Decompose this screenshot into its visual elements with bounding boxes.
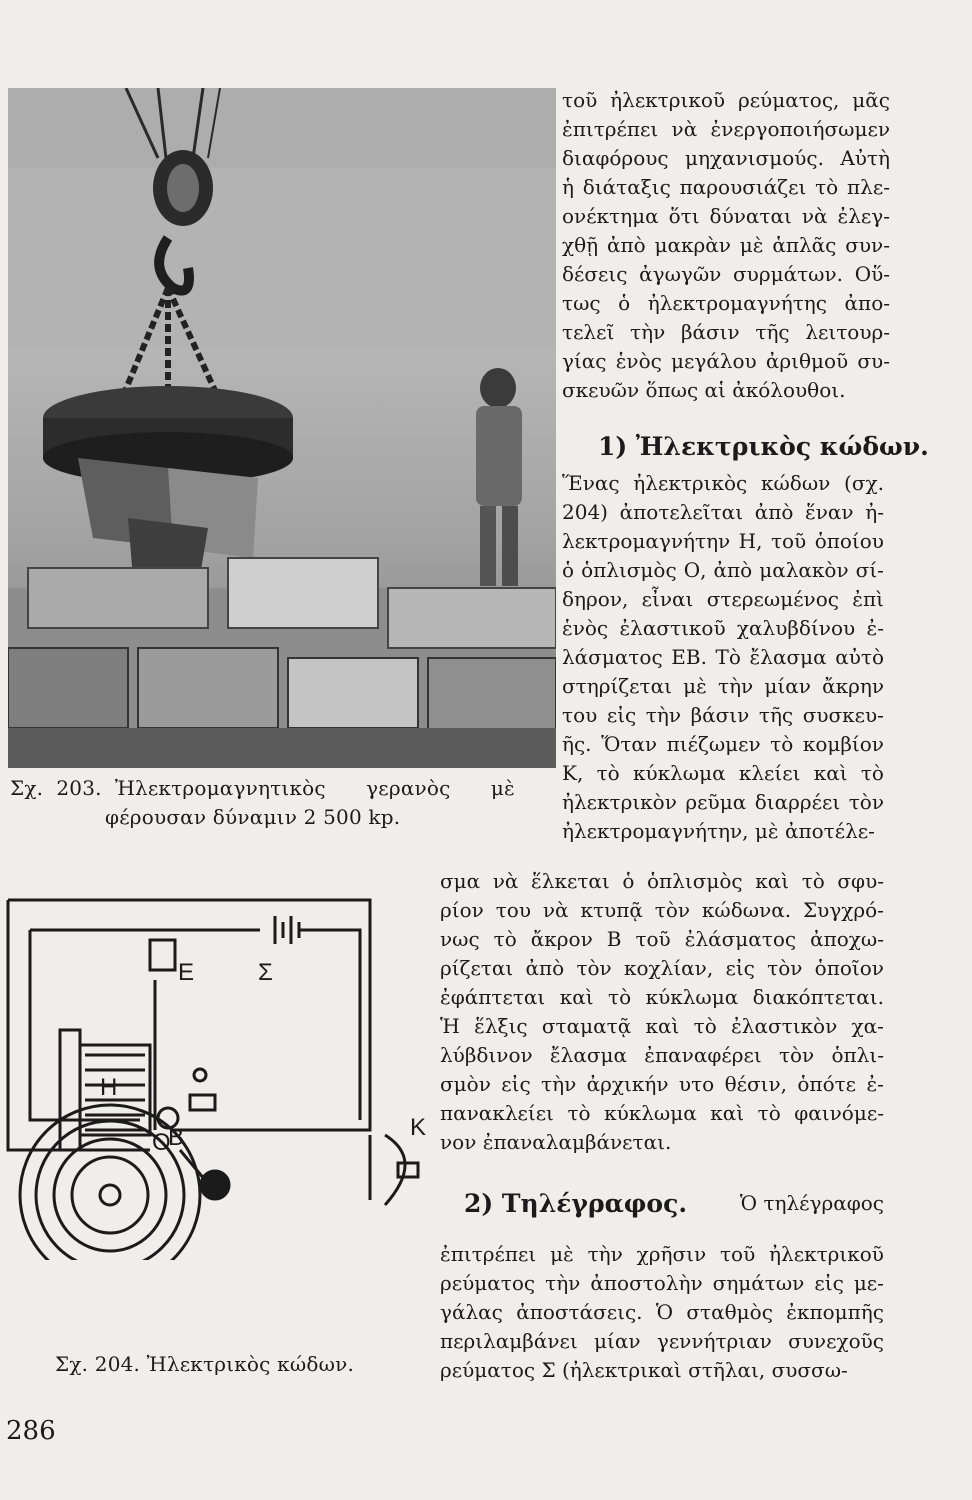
text-line: 204) ἀποτελεῖται ἀπὸ ἕναν ἠ-	[562, 500, 884, 524]
figure-203-word2: μὲ	[490, 776, 515, 800]
text-line: ἐπιτρέπει νὰ ἐνεργοποιήσωμεν	[562, 117, 890, 141]
text-line: σκευῶν ὅπως αἱ ἀκόλουθοι.	[562, 378, 846, 402]
crane-photograph	[8, 88, 556, 768]
text-line: δέσεις ἀγωγῶν συρμάτων. Οὕ-	[562, 262, 890, 286]
text-line: ρεύματος τὴν ἀποστολὴν σημάτων εἰς με-	[440, 1271, 884, 1295]
text-line: χθῇ ἀπὸ μακρὰν μὲ ἁπλᾶς συν-	[562, 233, 890, 257]
text-column-top	[562, 86, 890, 405]
label-E: E	[178, 959, 195, 986]
text-line: σμὸν εἰς τὴν ἀρχικήν υτο θέσιν, ὁπότε ἐ-	[440, 1072, 884, 1096]
crane-photo-drawing	[8, 88, 556, 768]
text-line: δηρον, εἶναι στερεωμένος ἐπὶ	[562, 587, 884, 611]
text-line: Κ, τὸ κύκλωμα κλείει καὶ τὸ	[562, 761, 884, 785]
telegraph-heading-line	[464, 1189, 884, 1218]
text-line: τως ὁ ἠλεκτρομαγνήτης ἀπο-	[562, 291, 890, 315]
label-O: O	[152, 1129, 171, 1156]
text-line: ἠλεκτρικὸν ρεῦμα διαρρέει τὸν	[562, 790, 884, 814]
text-line: περιλαμβάνει μίαν γεννήτριαν συνεχοῦς	[440, 1329, 884, 1353]
text-line: ῆς. Ὅταν πιέζωμεν τὸ κομβίον	[562, 732, 884, 756]
text-line: ρίζεται ἀπὸ τὸν κοχλίαν, εἰς τὸν ὁποῖον	[440, 956, 884, 980]
figure-204-caption: Σχ. 204. Ἠλεκτρικὸς κώδων.	[55, 1352, 354, 1376]
telegraph-intro: Ὁ τηλέγραφος	[739, 1191, 884, 1215]
text-line: ἐφάπτεται καὶ τὸ κύκλωμα διακόπτεται.	[440, 985, 884, 1009]
text-line: διαφόρους μηχανισμούς. Αὐτὴ	[562, 146, 890, 170]
text-line: ἡ διάταξις παρουσιάζει τὸ πλε-	[562, 175, 890, 199]
text-line: ἑνὸς ἐλαστικοῦ χαλυβδίνου ἐ-	[562, 616, 884, 640]
text-line: ἠλεκτρομαγνήτην, μὲ ἀποτέλε-	[562, 819, 875, 843]
text-line: του εἰς τὴν βάσιν τῆς συσκευ-	[562, 703, 884, 727]
text-line: τελεῖ τὴν βάσιν τῆς λειτουρ-	[562, 320, 890, 344]
text-line: ρεύματος Σ (ἠλεκτρικαὶ στῆλαι, συσσω-	[440, 1358, 848, 1382]
heading-electric-bell: 1) Ἠλεκτρικὸς κώδων.	[598, 432, 929, 461]
page-number: 286	[6, 1416, 56, 1446]
text-line: πανακλείει τὸ κύκλωμα καὶ τὸ φαινόμε-	[440, 1101, 884, 1125]
text-line: λύβδινον ἔλασμα ἐπαναφέρει τὸν ὁπλι-	[440, 1043, 884, 1067]
text-line: στηρίζεται μὲ τὴν μίαν ἄκρην	[562, 674, 884, 698]
label-H: Η	[100, 1074, 118, 1101]
figure-203-caption-line2: φέρουσαν δύναμιν 2 500 kp.	[105, 805, 401, 829]
label-B: B	[168, 1124, 185, 1151]
text-line: λεκτρομαγνήτην Η, τοῦ ὁποίου	[562, 529, 884, 553]
electric-bell-diagram	[0, 880, 440, 1260]
text-line: Ἡ ἕλξις σταματᾷ καὶ τὸ ἐλαστικὸν χα-	[440, 1014, 884, 1038]
figure-203-word: γερανὸς	[366, 776, 451, 800]
text-line: τοῦ ἠλεκτρικοῦ ρεύματος, μᾶς	[562, 88, 890, 112]
text-line: ὁ ὁπλισμὸς Ο, ἀπὸ μαλακὸν σί-	[562, 558, 884, 582]
figure-203-label: Σχ. 203. Ἠλεκτρομαγνητικὸς	[10, 776, 326, 800]
text-line: ἐπιτρέπει μὲ τὴν χρῆσιν τοῦ ἠλεκτρικοῦ	[440, 1242, 884, 1266]
figure-203-caption-line1	[10, 774, 515, 802]
text-line: Ἕνας ἠλεκτρικὸς κώδων (σχ.	[562, 471, 884, 495]
label-K: K	[410, 1114, 427, 1141]
text-column-bottom	[440, 1240, 884, 1385]
text-line: ρίον του νὰ κτυπᾷ τὸν κώδωνα. Συγχρό-	[440, 898, 884, 922]
text-line: γάλας ἀποστάσεις. Ὁ σταθμὸς ἐκπομπῆς	[440, 1300, 884, 1324]
text-line: σμα νὰ ἕλκεται ὁ ὁπλισμὸς καὶ τὸ σφυ-	[440, 869, 884, 893]
text-line: λάσματος ΕΒ. Τὸ ἔλασμα αὐτὸ	[562, 645, 884, 669]
text-column-lower	[440, 867, 884, 1157]
heading-telegraph: 2) Τηλέγραφος.	[464, 1189, 688, 1218]
text-line: ονέκτημα ὅτι δύναται νὰ ἐλεγ-	[562, 204, 890, 228]
text-line: νως τὸ ἄκρον Β τοῦ ἐλάσματος ἀποχω-	[440, 927, 884, 951]
text-line: νον ἐπαναλαμβάνεται.	[440, 1130, 672, 1154]
text-column-middle	[562, 469, 884, 846]
text-line: γίας ἑνὸς μεγάλου ἀριθμοῦ συ-	[562, 349, 890, 373]
label-Sigma: Σ	[258, 959, 273, 986]
